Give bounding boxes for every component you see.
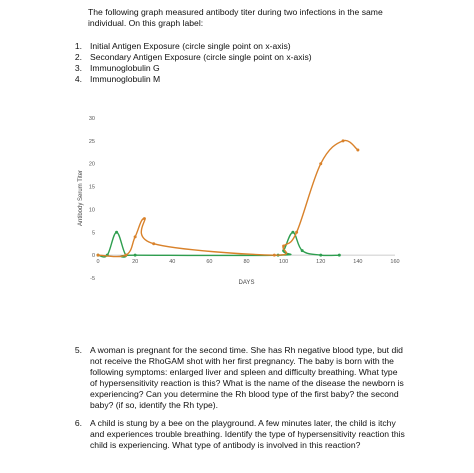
series-2-point	[273, 254, 276, 257]
series-1-point	[301, 249, 304, 252]
question-number: 6.	[74, 418, 82, 428]
x-tick-label: 80	[243, 259, 250, 266]
series-1-point	[291, 231, 294, 234]
list-item-text: Initial Antigen Exposure (circle single point on x-axis)	[90, 41, 291, 51]
x-tick-label: 120	[316, 259, 326, 266]
series-2-point	[134, 235, 137, 238]
list-item	[56, 41, 376, 52]
series-2-point	[319, 162, 322, 165]
series-1-point	[338, 254, 341, 257]
series-1-point	[319, 254, 322, 257]
antibody-titer-chart	[50, 108, 470, 293]
list-item-number: 3.	[74, 63, 82, 73]
y-tick-label: 5	[91, 230, 95, 237]
series-2-point	[143, 217, 146, 220]
list-item-number: 4.	[74, 74, 82, 84]
series-2-point	[124, 254, 127, 257]
series-line-2	[98, 140, 358, 256]
list-item-number: 2.	[74, 52, 82, 62]
chart-svg	[50, 108, 470, 293]
label-instructions-list	[56, 41, 376, 85]
series-2-point	[342, 139, 345, 142]
list-item-text: Immunoglobulin G	[90, 63, 160, 73]
series-2-point	[356, 149, 359, 152]
x-tick-label: 60	[206, 259, 213, 266]
list-item-number: 1.	[74, 41, 82, 51]
y-axis-label: Antibody Serum Titer	[78, 169, 84, 227]
question-number: 5.	[74, 345, 82, 355]
question-5	[56, 345, 406, 411]
y-tick-label: 25	[88, 138, 95, 145]
y-tick-label: 0	[91, 253, 95, 260]
question-6	[56, 418, 406, 451]
x-tick-label: 0	[96, 259, 100, 266]
x-tick-label: 160	[390, 259, 400, 266]
y-tick-label: 20	[88, 161, 95, 168]
list-item	[56, 74, 376, 85]
list-item	[56, 63, 376, 74]
series-lines	[97, 139, 360, 257]
series-2-point	[152, 242, 155, 245]
series-1-point	[134, 254, 137, 257]
list-item-text: Secondary Antigen Exposure (circle single point on x-axis)	[90, 52, 312, 62]
series-2-point	[97, 254, 100, 257]
x-tick-label: 40	[169, 259, 176, 266]
list-item	[56, 52, 376, 63]
question-text: A woman is pregnant for the second time. She has Rh negative blood type, but did not receive the RhoGAM shot with her first pregnancy. The baby is born with the following symptoms: enlarged liver and spleen and difficulty breathing. What type of hypersensitivity reaction is this? What is the name of the disease the newborn is experiencing? Can you determine the Rh blood type of the first baby? the second baby? (if so, identify the Rh type).	[90, 345, 404, 410]
question-text: A child is stung by a bee on the playground. A few minutes later, the child is itchy and experiences trouble breathing. Identify the type of hypersensitivity reaction this child is experiencing. What type of antibody is involved in this reaction?	[90, 418, 405, 450]
list-item-text: Immunoglobulin M	[90, 74, 161, 84]
x-axis-label: DAYS	[238, 280, 255, 286]
series-2-point	[295, 231, 298, 234]
x-tick-label: 100	[279, 259, 289, 266]
y-tick-label: 15	[88, 184, 95, 191]
y-axis-label-group	[78, 170, 84, 226]
axis-ticks	[89, 116, 400, 282]
series-1-point	[115, 231, 118, 234]
y-tick-label: -5	[90, 276, 95, 282]
series-2-point	[282, 245, 285, 248]
y-tick-label: 10	[88, 207, 95, 214]
x-tick-label: 140	[353, 259, 363, 266]
y-tick-label: 30	[88, 116, 95, 122]
x-tick-label: 20	[132, 259, 139, 266]
intro-text: The following graph measured antibody titer during two infections in the same individual. On this graph label:	[88, 7, 383, 28]
